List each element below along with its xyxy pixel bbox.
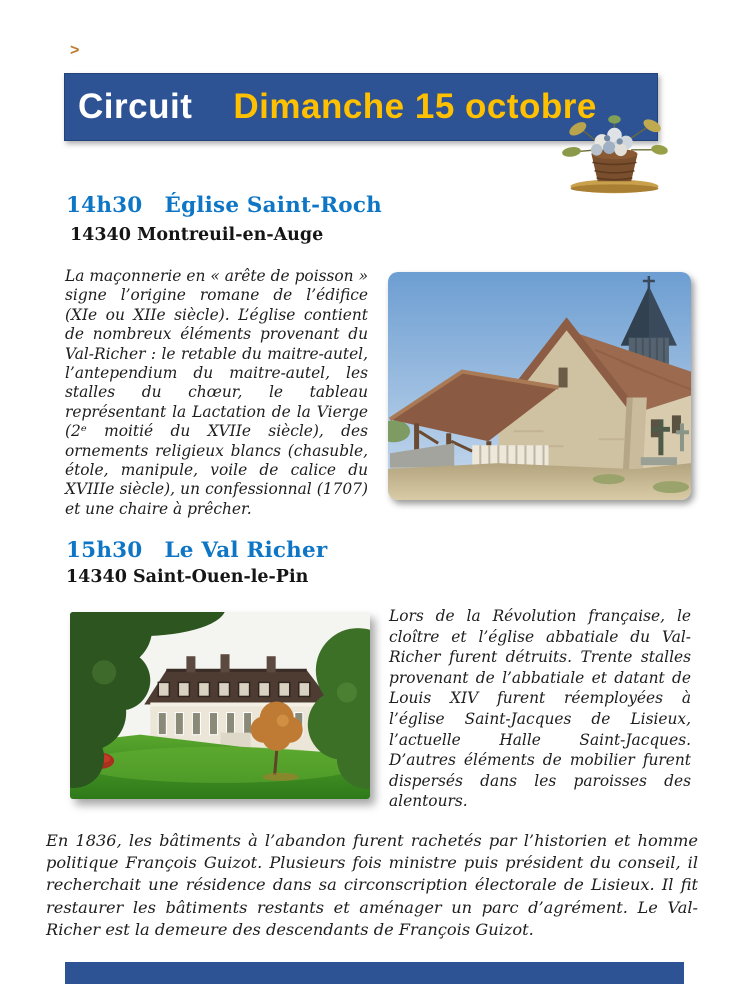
section2-name: Le Val Richer bbox=[164, 538, 328, 563]
section1-time: 14h30 bbox=[66, 193, 143, 218]
section1-description: La maçonnerie en « arête de poisson » signe l’origine romane de l’édifice (XIe ou XIIe siècle). L’église contient de nombreux éléments provenant du Val-Richer : le retable du maitre-autel, l’antependium du maitre-autel, les stalles du chœur, le tableau représentant la Lactation de la Vierge (2ᵉ moitié du XVIIe siècle), des ornements religieux blancs (chasuble, étole, manipule, voile de calice du XVIIIe siècle), un confessionnal (1707) et une chaire à prêcher. bbox=[65, 267, 368, 518]
banner-subtitle: Dimanche 15 octobre bbox=[233, 87, 597, 126]
section2-description: Lors de la Révolution française, le cloître et l’église abbatiale du Val-Richer furent détruits. Trente stalles provenant de l’abbatiale et datant de Louis XIV furent réemployées à l’église Saint-Jacques de Lisieux, l’actuelle Halle Saint-Jacques. D’autres éléments de mobilier furent dispersés dans les paroisses des alentours. bbox=[389, 607, 691, 811]
banner-title: Circuit bbox=[78, 87, 193, 126]
section2-heading bbox=[66, 538, 327, 563]
church-photo bbox=[388, 272, 691, 500]
section1-heading bbox=[66, 193, 382, 218]
section1-address: 14340 Montreuil-en-Auge bbox=[70, 225, 324, 245]
section2-address: 14340 Saint-Ouen-le-Pin bbox=[66, 567, 309, 587]
footer-banner-strip bbox=[65, 962, 684, 984]
footer-paragraph: En 1836, les bâtiments à l’abandon furent rachetés par l’historien et homme politique François Guizot. Plusieurs fois ministre puis président du conseil, il recherchait une résidence dans sa circonscription électorale de Lisieux. Il fit restaurer les bâtiments restants et aménager un parc d’agrément. Le Val-Richer est la demeure des descendants de François Guizot. bbox=[46, 831, 698, 939]
section1-name: Église Saint-Roch bbox=[164, 193, 382, 218]
chevron-indicator: > bbox=[70, 42, 80, 59]
flower-basket-image bbox=[560, 110, 670, 192]
chateau-photo bbox=[70, 612, 370, 799]
section2-time: 15h30 bbox=[66, 538, 143, 563]
